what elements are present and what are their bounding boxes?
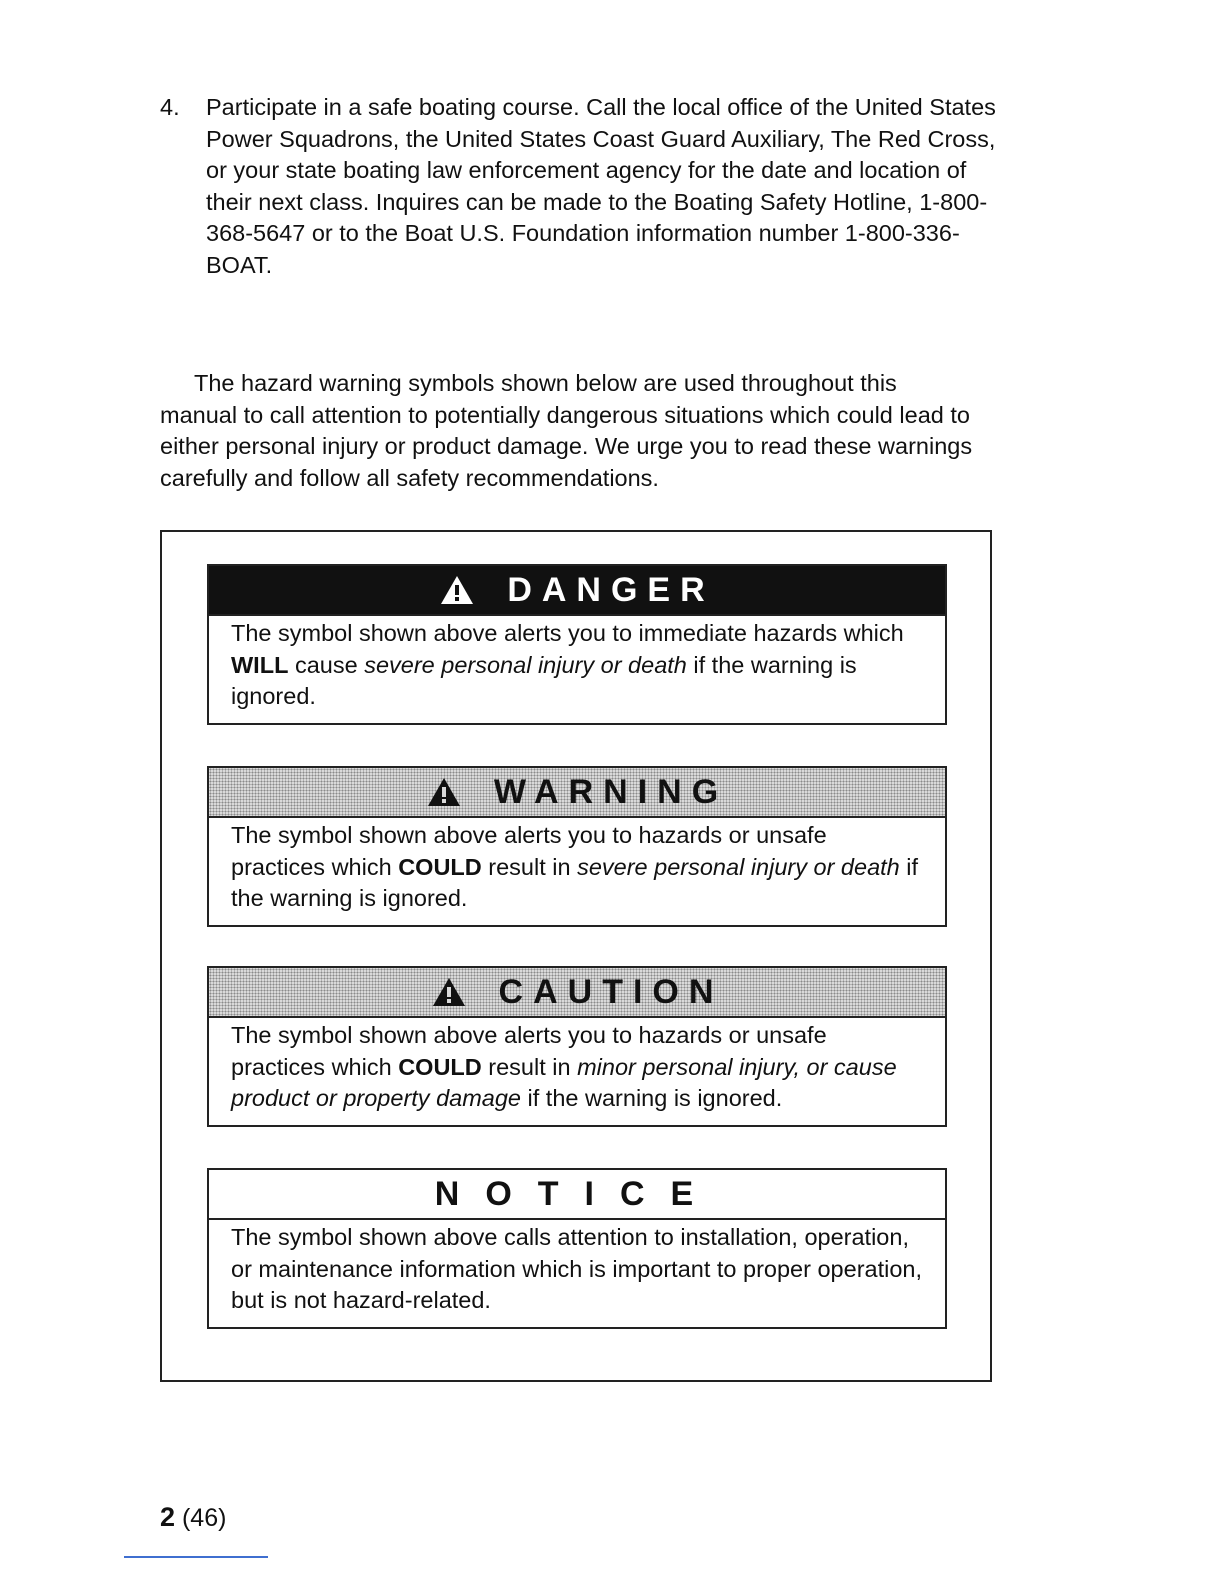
danger-text-bold: WILL [231, 651, 289, 678]
caution-title: CAUTION [498, 972, 724, 1011]
caution-text-a: The symbol shown above alerts you to hazards or unsafe practices which [231, 1022, 827, 1080]
page-number: 2 [160, 1502, 176, 1532]
warning-triangle-icon [431, 976, 467, 1008]
warning-triangle-icon [426, 776, 462, 808]
danger-text-a: The symbol shown above alerts you to immediate hazards which [231, 620, 904, 646]
caution-text-b: result in [481, 1053, 578, 1080]
warning-title: WARNING [493, 772, 729, 811]
notice-description: The symbol shown above calls attention to installation, operation, or maintenance information which is important to proper operation, but is not hazard-related. [231, 1224, 923, 1313]
warning-text-italic: severe personal injury or death [577, 853, 900, 880]
danger-panel [207, 564, 947, 725]
caution-text-italic: minor personal injury, or cause product or property damage [231, 1053, 897, 1111]
page-footer [160, 1502, 226, 1533]
notice-panel [207, 1168, 947, 1329]
danger-text-italic: severe personal injury or death [364, 651, 687, 678]
list-item-text: Participate in a safe boating course. Call the local office of the United States Power Squadrons, the United States Coast Guard Auxiliary, The Red Cross, or your state boating law enforcement agency for the date and location of their next class. Inquires can be made to the Boating Safety Hotline, 1-800-368-5647 or to the Boat U.S. Foundation information number 1-800-336-BOAT. [206, 94, 996, 278]
footer-rule [124, 1556, 268, 1558]
list-item-4 [160, 92, 1000, 281]
warning-text-bold: COULD [398, 853, 482, 880]
notice-title: NOTICE [434, 1174, 720, 1213]
caution-text-bold: COULD [398, 1053, 482, 1080]
warning-text-b: result in [481, 853, 578, 880]
caution-text-c: if the warning is ignored. [521, 1085, 783, 1111]
danger-header [209, 566, 945, 616]
warning-triangle-icon [439, 574, 475, 606]
danger-text-b: cause [288, 651, 365, 678]
intro-text: The hazard warning symbols shown below are used throughout this manual to call attention to potentially dangerous situations which could lead to either personal injury or product damage. We urge you to read these warnings carefully and follow all safety recommendations. [160, 370, 973, 491]
danger-title: DANGER [507, 570, 715, 609]
caution-panel [207, 966, 947, 1127]
warning-header [209, 768, 945, 818]
caution-description [209, 1018, 945, 1125]
warning-text-a: The symbol shown above alerts you to hazards or unsafe practices which [231, 822, 827, 880]
intro-paragraph [160, 368, 980, 494]
warning-text-c: if the warning is ignored. [231, 853, 919, 911]
danger-text-c: if the warning is ignored. [231, 651, 857, 709]
list-item-number: 4. [160, 94, 180, 120]
notice-header [209, 1170, 945, 1220]
warning-description [209, 818, 945, 925]
caution-header [209, 968, 945, 1018]
danger-description [209, 616, 945, 723]
warning-panel [207, 766, 947, 927]
sub-page-number: (46) [181, 1504, 227, 1532]
